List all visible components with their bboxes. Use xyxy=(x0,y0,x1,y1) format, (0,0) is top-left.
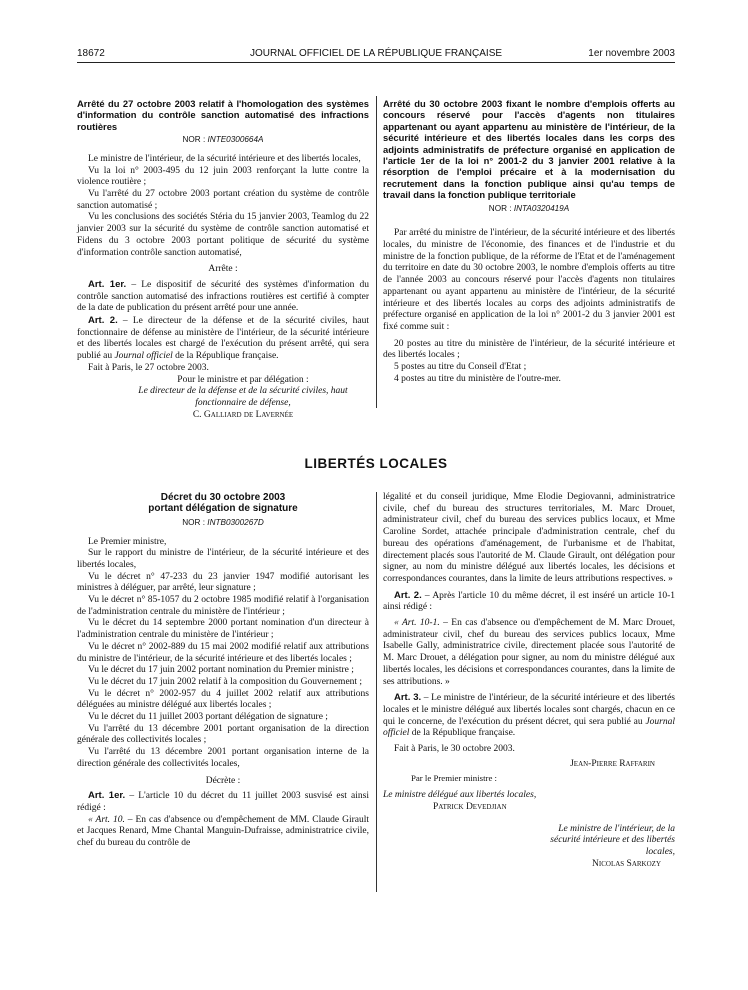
list-item: 20 postes au titre du ministère de l'intérieur, de la sécurité intérieure et des libertés locales ; xyxy=(383,338,675,361)
article-3: Art. 3. – Le ministre de l'intérieur, de la sécurité intérieure et des libertés locales et le ministre délégué aux libertés locales sont chargés, chacun en ce qui le concerne, de l'exécution du présent décret, qui sera publié au Journal officiel de la République française. xyxy=(383,692,675,739)
nor-reference: NOR : INTA0320419A xyxy=(488,203,570,213)
arrete-emplois xyxy=(383,98,675,386)
paragraph: Vu le décret du 14 septembre 2000 portant nomination d'un directeur à l'administration centrale du ministère de l'intérieur ; xyxy=(77,618,369,641)
decret-title-line2: portant délégation de signature xyxy=(148,503,298,515)
list-item: 5 postes au titre du Conseil d'Etat ; xyxy=(394,362,527,373)
paragraph: Vu le décret n° 2002-957 du 4 juillet 2002 relatif aux attributions déléguées au ministre délégué aux libertés locales ; xyxy=(77,688,369,711)
signature-name: Nicolas Sarkozy xyxy=(592,858,661,869)
paragraph: Vu l'arrêté du 13 décembre 2001 portant organisation interne de la direction générale des collectivités locales, xyxy=(77,747,369,769)
paragraph: Vu le décret n° 85-1057 du 2 octobre 1985 modifié relatif à l'organisation de l'administration centrale du ministère de l'intérieur ; xyxy=(77,595,369,617)
article-2: Art. 2. – Après l'article 10 du même décret, il est inséré un article 10-1 ainsi rédigé : xyxy=(383,589,675,613)
issue-date: 1er novembre 2003 xyxy=(588,48,675,59)
arrete-emplois-title: Arrêté du 30 octobre 2003 fixant le nombre d'emplois offerts au concours réservé pour l'accès d'agents non titulaires appartenant ou ayant appartenu au ministère de l'intérieur, de la sécurité intérieure et des libertés locales dans les corps des adjoints administratifs de préfecture organisé en application de l'article 1er de la loi n° 2001-2 du 3 janvier 2001 relative à la résorption de l'emploi précaire et à la modernisation du recrutement dans la fonction publique ainsi qu'au temps de travail dans la fonction publique territoriale xyxy=(383,98,675,201)
signature-intro: Pour le ministre et par délégation : xyxy=(177,374,309,385)
arrete-homologation-title: Arrêté du 27 octobre 2003 relatif à l'homologation des systèmes d'information du contrôle sanction automatisé des infractions routières xyxy=(77,98,369,132)
signature-title: Le ministre délégué aux libertés locales, xyxy=(383,790,537,801)
paragraph: Vu le décret du 17 juin 2002 relatif à la composition du Gouvernement ; xyxy=(88,676,363,687)
fait-a-paris: Fait à Paris, le 30 octobre 2003. xyxy=(394,744,515,755)
journal-title: JOURNAL OFFICIEL DE LA RÉPUBLIQUE FRANÇAISE xyxy=(249,48,503,59)
signature-title: Le directeur de la défense et de la sécurité civiles, haut fonctionnaire de défense, xyxy=(138,386,348,408)
paragraph: Vu le décret n° 47-233 du 23 janvier 1947 modifié autorisant les ministres à déléguer, par arrêté, leur signature ; xyxy=(77,571,369,594)
signature-title: Le ministre de l'intérieur, de la sécurité intérieure et des libertés locales, xyxy=(550,823,675,857)
article-1: Art. 1er. – L'article 10 du décret du 11 juillet 2003 susvisé est ainsi rédigé : xyxy=(77,790,369,813)
decret-delegation-continued xyxy=(383,492,675,870)
list-item: 4 postes au titre du ministère de l'outre-mer. xyxy=(394,373,561,384)
signature-intro: Par le Premier ministre : xyxy=(411,773,497,784)
arrete-homologation xyxy=(77,98,369,421)
decrete-label: Décrète : xyxy=(205,775,241,786)
article-10-1: « Art. 10-1. – En cas d'absence ou d'empêchement de M. Marc Drouet, administrateur civil, chef du bureau des services publics locaux, Mme Isabelle Gally, administratrice civile, directement placée sous l'autorité de M. Marc Drouet, a délégation pour signer, au nom du ministre délégué aux libertés locales, les décisions et correspondances courantes, dans la limite de ses attributions. » xyxy=(383,618,675,687)
paragraph: Le ministre de l'intérieur, de la sécurité intérieure et des libertés locales, xyxy=(88,153,361,164)
paragraph: Vu le décret n° 2002-889 du 15 mai 2002 modifié relatif aux attributions du ministre de l'intérieur, de la sécurité intérieure et des libertés locales ; xyxy=(77,641,369,664)
paragraph: Vu l'arrêté du 13 décembre 2001 portant organisation de la direction générale des collectivités locales ; xyxy=(77,723,369,746)
paragraph: Vu le décret du 11 juillet 2003 portant délégation de signature ; xyxy=(88,712,328,723)
signature-name: Patrick Devedjian xyxy=(433,801,507,812)
paragraph: légalité et du conseil juridique, Mme Elodie Degiovanni, administratrice civile, chef du bureau des structures territoriales, M. Marc Drouet, administrateur civil, chef du bureau des services publics locaux, et Mme Caroline Sordet, attachée principale d'administration centrale, chef du bureau des opérations d'aménagement, de l'urbanisme et de l'habitat, directement placés sous l'autorité de M. Claude Girault, ont délégation pour signer, au nom du ministre délégué aux libertés locales, les décisions et correspondances courantes, dans la limite de leurs attributions respectives. » xyxy=(383,492,675,584)
header-rule xyxy=(77,62,675,63)
arrete-label: Arrête : xyxy=(208,264,238,275)
page-number: 18672 xyxy=(77,48,105,59)
nor-reference: NOR : INTB0300267D xyxy=(182,517,264,527)
decret-delegation xyxy=(77,492,369,850)
decret-title-line1: Décret du 30 octobre 2003 xyxy=(160,492,286,503)
signature-premier-ministre: Jean-Pierre Raffarin xyxy=(570,758,655,769)
paragraph: Vu les conclusions des sociétés Stéria du 15 janvier 2003, Teamlog du 22 janvier 2003 sur la sécurité du système de contrôle sanction automatisé et Fidens du 3 octobre 2003 portant politique de sécurité du système d'information contrôle sanction automatisé, xyxy=(77,212,369,258)
column-divider xyxy=(376,96,377,408)
paragraph: Vu l'arrêté du 27 octobre 2003 portant création du système de contrôle sanction automatisé ; xyxy=(77,189,369,211)
paragraph: Par arrêté du ministre de l'intérieur, de la sécurité intérieure et des libertés locales, du ministre de l'économie, des finances et de l'industrie et du ministre de la fonction publique, de la réforme de l'Etat et de l'aménagement du territoire en date du 30 octobre 2003, le nombre d'emplois offerts au titre de l'année 2003 au concours réservé pour l'accès d'agents non titulaires appartenant ou ayant appartenu au ministère de l'intérieur, de la sécurité intérieure et des libertés locales au corps des adjoints administratifs de préfecture organisé en application de la loi n° 2001-2 du 3 janvier 2001 est fixé comme suit : xyxy=(383,228,675,332)
article-1: Art. 1er. – Le dispositif de sécurité des systèmes d'information du contrôle sanction automatisé des infractions routières est certifié à compter de la date de publication du présent arrêté pour une année. xyxy=(77,278,369,314)
article-2: Art. 2. – Le directeur de la défense et de la sécurité civiles, haut fonctionnaire de défense au ministère de l'intérieur, de la sécurité intérieure et des libertés locales est chargé de l'exécution du présent arrêté, qui sera publié au Journal officiel de la République française. xyxy=(77,315,369,362)
paragraph: Vu la loi n° 2003-495 du 12 juin 2003 renforçant la lutte contre la violence routière ; xyxy=(77,165,369,188)
fait-a-paris: Fait à Paris, le 27 octobre 2003. xyxy=(88,362,209,373)
article-10: « Art. 10. – En cas d'absence ou d'empêchement de MM. Claude Girault et Jacques Renard, Mme Chantal Manguin-Dufraisse, administratrice civile, chef du bureau du contrôle de xyxy=(77,814,369,849)
nor-reference: NOR : INTE0300664A xyxy=(182,135,264,145)
paragraph: Le Premier ministre, xyxy=(88,536,167,547)
paragraph: Vu le décret du 17 juin 2002 portant nomination du Premier ministre ; xyxy=(88,665,354,676)
paragraph: Sur le rapport du ministre de l'intérieur, de la sécurité intérieure et des libertés locales, xyxy=(77,548,369,570)
signature-name: C. Galliard de Lavernée xyxy=(192,409,294,420)
section-title: LIBERTÉS LOCALES xyxy=(304,456,448,471)
column-divider xyxy=(376,492,377,892)
